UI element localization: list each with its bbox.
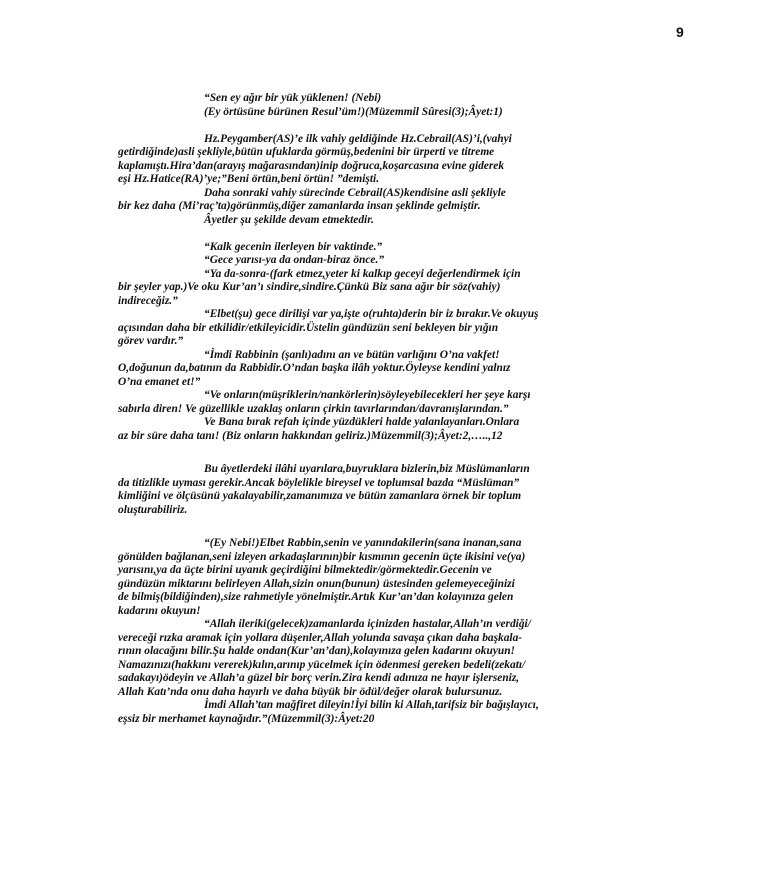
text-line: getirdiğinde)asli şekliyle,bütün ufuklarda görmüş,bedenini bir ürperti ve titreme — [118, 146, 495, 158]
text-line: bir şeyler yap.)Ve oku Kur’an’ı sindire,sindire.Çünkü Biz sana ağır bir söz(vahiy) — [118, 281, 501, 293]
text-line: Hz.Peygamber(AS)’e ilk vahiy geldiğinde Hz.Cebrail(AS)’i,(vahyi — [204, 132, 512, 145]
text-line: indireceğiz.” — [118, 294, 178, 307]
text-line: İmdi Allah’tan mağfiret dileyin!İyi bilin ki Allah,tarifsiz bir bağışlayıcı, — [204, 699, 539, 711]
text-line: gündüzün miktarını belirleyen Allah,sizin onun(bunun) üstesinden gelemeyeceğinizi — [118, 577, 515, 590]
text-line: açısından daha bir etkilidir/etkileyicidir.Üstelin gündüzün seni bekleyen bir yığın — [118, 321, 499, 334]
text-line: bir kez daha (Mi’raç’ta)görünmüş,diğer zamanlarda insan şeklinde gelmiştir. — [118, 200, 481, 212]
text-line: Ve Bana bırak refah içinde yüzdükleri halde yalanlayanları.Onlara — [204, 416, 520, 428]
text-line: Bu âyetlerdeki ilâhi uyarılara,buyruklara bizlerin,biz Müslümanların — [204, 463, 530, 475]
text-line: az bir süre daha tanı! (Biz onların hakkından geliriz.)Müzemmil(3);Âyet:2,…..,12 — [118, 429, 503, 442]
text-line: “İmdi Rabbinin (şanlı)adını an ve bütün varlığını O’na vakfet! — [204, 348, 500, 361]
text-line: gönülden bağlanan,seni izleyen arkadaşlarının)bir kısmının gecenin üçte ikisini ve(ya) — [118, 550, 526, 563]
text-line: eşsiz bir merhamet kaynağıdır.”(Müzemmil(3):Âyet:20 — [118, 712, 375, 725]
text-line: sabırla diren! Ve güzellikle uzaklaş onların çirkin tavırlarından/davranışlarından.” — [118, 402, 509, 415]
text-line: (Ey örtüsüne bürünen Resul’üm!)(Müzemmil Sûresi(3);Âyet:1) — [204, 105, 503, 118]
document-body — [118, 92, 638, 726]
text-line: kadarını okuyun! — [118, 604, 201, 617]
text-line: rının olacağını bilir.Şu halde ondan(Kur’an’dan),kolayınıza gelen kadarını okuyun! — [118, 645, 515, 657]
page-number: 9 — [676, 24, 684, 40]
text-line: O’na emanet et!” — [118, 375, 201, 388]
text-line: “Ya da-sonra-(fark etmez,yeter ki kalkıp geceyi değerlendirmek için — [204, 267, 521, 280]
text-line: “Elbet(şu) gece dirilişi var ya,işte o(ruhta)derin bir iz bırakır.Ve okuyuş — [204, 308, 539, 320]
text-line: Allah Katı’nda onu daha hayırlı ve daha büyük bir ödül/değer olarak bulursunuz. — [118, 685, 503, 698]
text-line: görev vardır.” — [118, 335, 184, 347]
text-line: “Sen ey ağır bir yük yüklenen! (Nebi) — [204, 92, 382, 104]
text-line: “Ve onların(müşriklerin/nankörlerin)söyleyebilecekleri her şeye karşı — [204, 389, 531, 401]
text-line: kimliğini ve ölçüsünü yakalayabilir,zamanımıza ve bütün zamanlara örnek bir toplum — [118, 490, 522, 502]
text-line: O,doğunun da,batının da Rabbidir.O’ndan başka ilâh yoktur.Öyleyse kendini yalnız — [118, 362, 511, 374]
text-line: oluşturabiliriz. — [118, 503, 188, 516]
text-line: yarısını,ya da üçte birini uyanık geçirdiğini bilmektedir/görmektedir.Gecenin ve — [118, 564, 492, 576]
text-line: Âyetler şu şekilde devam etmektedir. — [204, 213, 374, 226]
text-line: eşi Hz.Hatice(RA)’ye;”Beni örtün,beni örtün! ”demişti. — [118, 173, 380, 185]
text-line: de bilmiş(bildiğinden),size rahmetiyle yönelmiştir.Artık Kur’an’dan kolayınıza gelen — [118, 591, 514, 603]
text-line: “Kalk gecenin ilerleyen bir vaktinde.” — [204, 240, 383, 253]
text-line: da titizlikle uyması gerekir.Ancak böylelikle bireysel ve toplumsal bazda “Müslüman” — [118, 476, 520, 489]
text-line: “(Ey Nebi!)Elbet Rabbin,senin ve yanındakilerin(sana inanan,sana — [204, 537, 522, 549]
text-line: “Allah ileriki(gelecek)zamanlarda içinizden hastalar,Allah’ın verdiği/ — [204, 618, 531, 630]
text-line: vereceği rızka aramak için yollara düşenler,Allah yolunda savaşa çıkan daha başkala- — [118, 631, 523, 644]
text-line: Namazınızı(hakkını vererek)kılın,arınıp yücelmek için ödenmesi gereken bedeli(zekatı/ — [118, 658, 526, 671]
text-line: Daha sonraki vahiy sürecinde Cebrail(AS)kendisine asli şekliyle — [204, 186, 506, 199]
text-line: “Gece yarısı-ya da ondan-biraz önce.” — [204, 254, 385, 266]
text-line: kaplamıştı.Hira’dan(arayış mağarasından)inip doğruca,koşarcasına evine giderek — [118, 159, 505, 172]
text-line: sadakayı)ödeyin ve Allah’a güzel bir borç verin.Zira kendi adınıza ne hayır işlerseniz, — [118, 672, 520, 684]
